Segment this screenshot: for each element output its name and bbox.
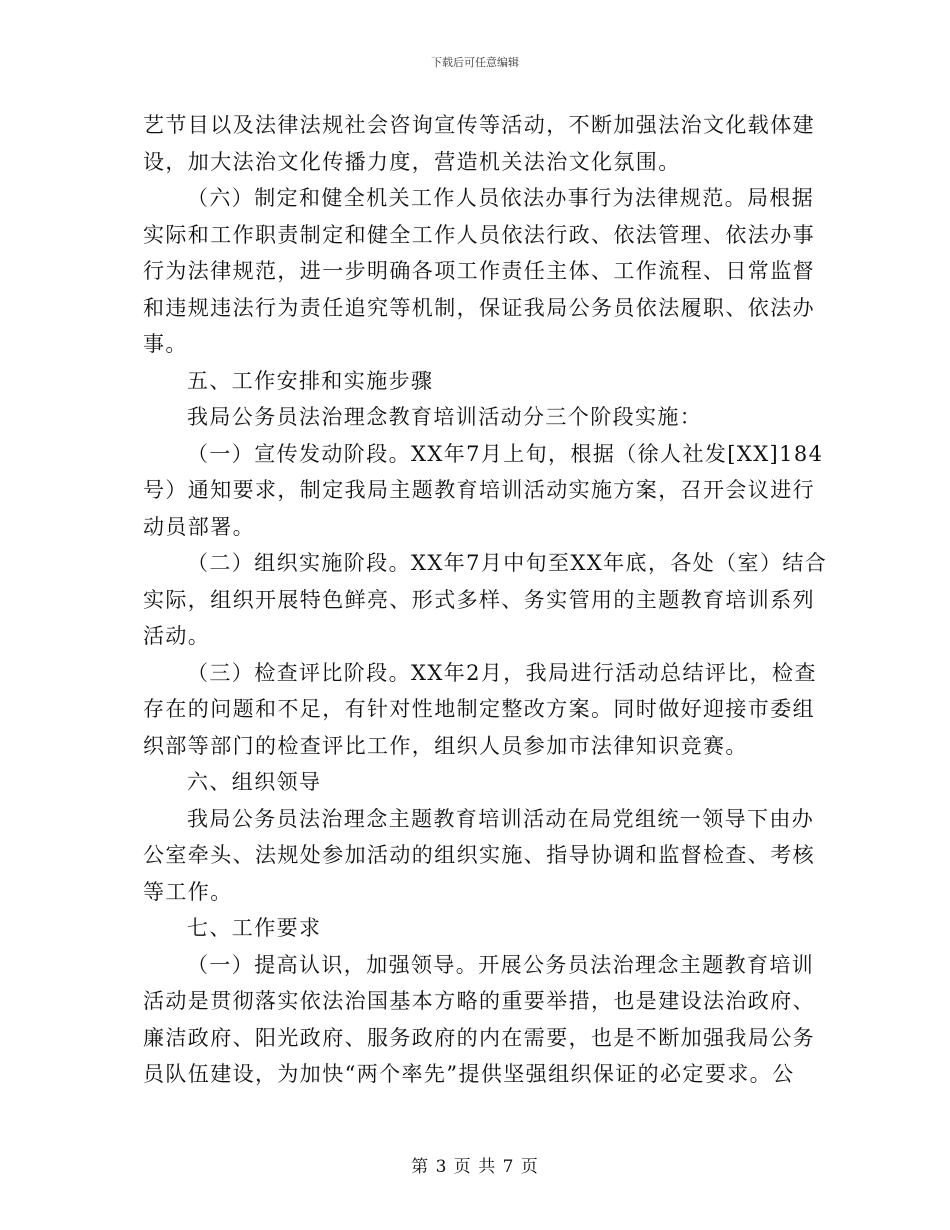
text-line: 活动是贯彻落实依法治国基本方略的重要举措，也是建设法治政府、 xyxy=(143,989,815,1013)
text-line: 公室牵头、法规处参加活动的组织实施、指导协调和监督检查、考核 xyxy=(143,843,815,867)
page-header: 下载后可任意编辑 xyxy=(431,56,519,69)
text-line: （六）制定和健全机关工作人员依法办事行为法律规范。局根据 xyxy=(187,186,815,210)
page-footer: 第 3 页 共 7 页 xyxy=(411,1157,539,1177)
text-line: （二）组织实施阶段。XX年7月中旬至XX年底，各处（室）结合 xyxy=(187,551,828,575)
text-line: 六、组织领导 xyxy=(187,770,322,794)
text-line: 五、工作安排和实施步骤 xyxy=(187,368,434,393)
text-line: 实际和工作职责制定和健全工作人员依法行政、依法管理、依法办事 xyxy=(143,222,815,247)
text-line: 行为法律规范，进一步明确各项工作责任主体、工作流程、日常监督 xyxy=(143,259,815,283)
text-line: 廉洁政府、阳光政府、服务政府的内在需要，也是不断加强我局公务 xyxy=(143,1025,815,1050)
text-line: 动员部署。 xyxy=(143,514,255,539)
text-line: 和违规违法行为责任追究等机制，保证我局公务员依法履职、依法办 xyxy=(143,295,815,320)
text-line: 织部等部门的检查评比工作，组织人员参加市法律知识竞赛。 xyxy=(143,733,748,758)
text-line: 事。 xyxy=(143,332,188,356)
text-line: 员队伍建设，为加快“两个率先”提供坚强组织保证的必定要求。公 xyxy=(143,1062,795,1086)
text-line: 活动。 xyxy=(143,624,211,648)
text-line: 设，加大法治文化传播力度，营造机关法治文化氛围。 xyxy=(143,149,681,174)
text-line: 我局公务员法治理念主题教育培训活动在局党组统一领导下由办 xyxy=(187,806,815,831)
text-line: （一）宣传发动阶段。XX年7月上旬，根据（徐人社发[XX]184 xyxy=(187,441,824,466)
text-line: 我局公务员法治理念教育培训活动分三个阶段实施： xyxy=(187,405,703,429)
text-line: （一）提高认识，加强领导。开展公务员法治理念主题教育培训 xyxy=(187,952,815,977)
text-line: 七、工作要求 xyxy=(187,916,322,940)
document-body xyxy=(143,107,828,1093)
text-line: （三）检查评比阶段。XX年2月，我局进行活动总结评比，检查 xyxy=(187,660,817,685)
text-line: 实际，组织开展特色鲜亮、形式多样、务实管用的主题教育培训系列 xyxy=(143,587,815,612)
text-line: 号）通知要求，制定我局主题教育培训活动实施方案，召开会议进行 xyxy=(143,478,815,502)
text-line: 等工作。 xyxy=(143,879,233,904)
text-line: 存在的问题和不足，有针对性地制定整改方案。同时做好迎接市委组 xyxy=(143,697,815,721)
text-line: 艺节目以及法律法规社会咨询宣传等活动，不断加强法治文化载体建 xyxy=(143,113,815,137)
